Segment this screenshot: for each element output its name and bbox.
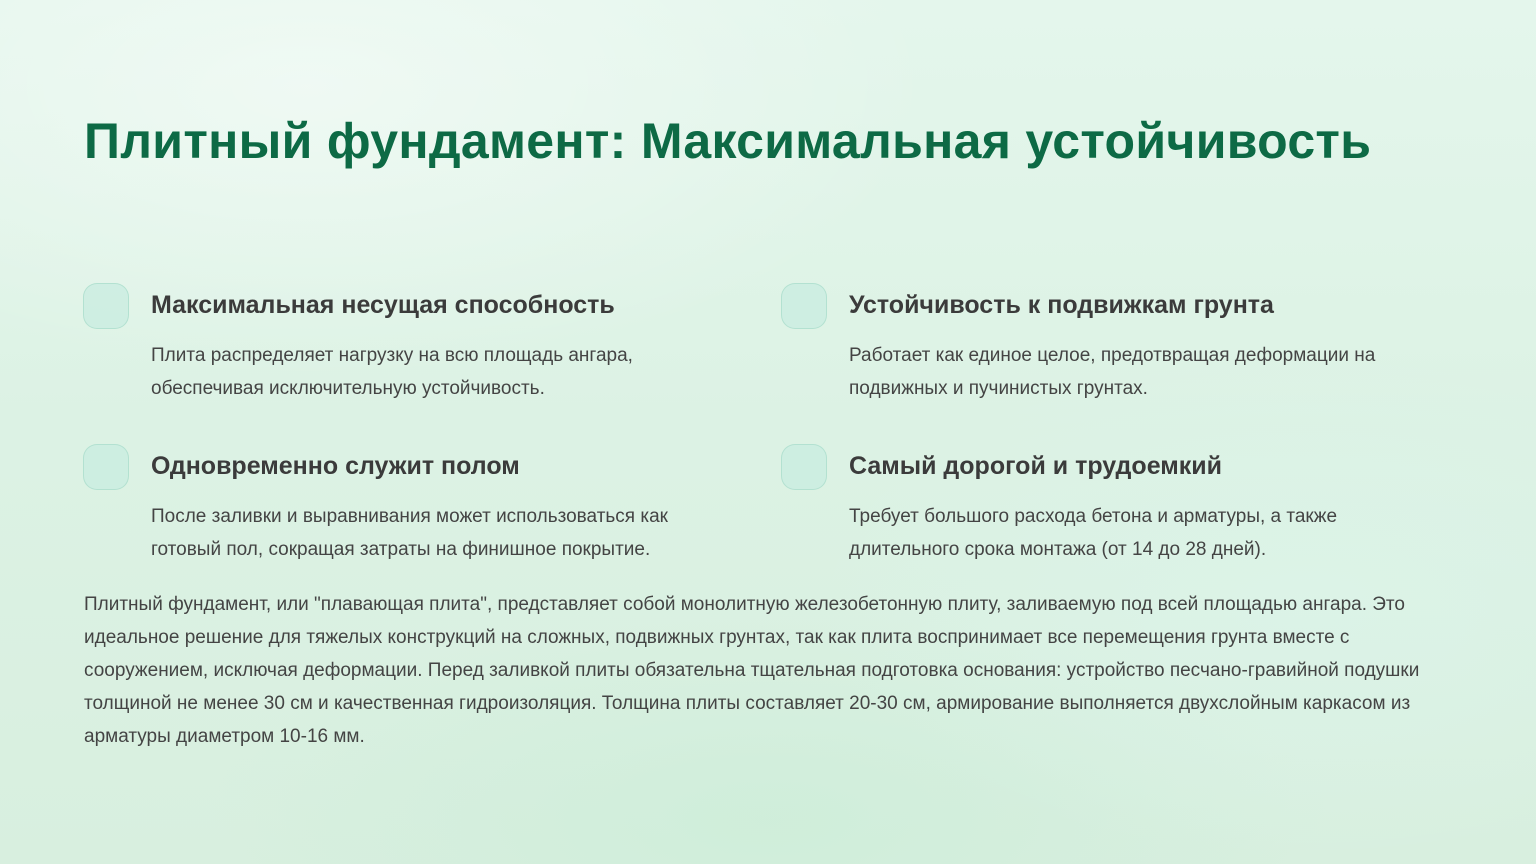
feature-card-cost: [781, 444, 1421, 584]
feature-icon: [83, 283, 129, 329]
feature-card-floor: [83, 444, 723, 584]
feature-card-ground-stability: [781, 283, 1421, 423]
feature-title: Устойчивость к подвижкам грунта: [849, 291, 1274, 319]
feature-description: После заливки и выравнивания может использоваться как готовый пол, сокращая затраты на финишное покрытие.: [151, 506, 668, 560]
feature-title: Одновременно служит полом: [151, 452, 520, 480]
feature-title: Максимальная несущая способность: [151, 291, 615, 319]
feature-description: Плита распределяет нагрузку на всю площадь ангара, обеспечивая исключительную устойчивость.: [151, 345, 633, 399]
feature-description: Требует большого расхода бетона и арматуры, а также длительного срока монтажа (от 14 до 28 дней).: [849, 506, 1338, 560]
feature-icon: [781, 283, 827, 329]
feature-icon: [781, 444, 827, 490]
feature-card-load-capacity: [83, 283, 723, 423]
feature-title: Самый дорогой и трудоемкий: [849, 452, 1223, 480]
body-paragraph: Плитный фундамент, или "плавающая плита", представляет собой монолитную железобетонную плиту, заливаемую под всей площадью ангара. Это идеальное решение для тяжелых конструкций на сложных, подвижных грунтах, так как плита воспринимает все перемещения грунта вместе с сооружением, исключая деформации. Перед заливкой плиты обязательна тщательная подготовка основания: устройство песчано-гравийной подушки толщиной не менее 30 см и качественная гидроизоляция. Толщина плиты составляет 20-30 см, армирование выполняется двухслойным каркасом из арматуры диаметром 10-16 мм.: [84, 594, 1420, 747]
feature-icon: [83, 444, 129, 490]
slide-title: Плитный фундамент: Максимальная устойчивость: [84, 113, 1372, 169]
feature-description: Работает как единое целое, предотвращая деформации на подвижных и пучинистых грунтах.: [849, 345, 1376, 399]
